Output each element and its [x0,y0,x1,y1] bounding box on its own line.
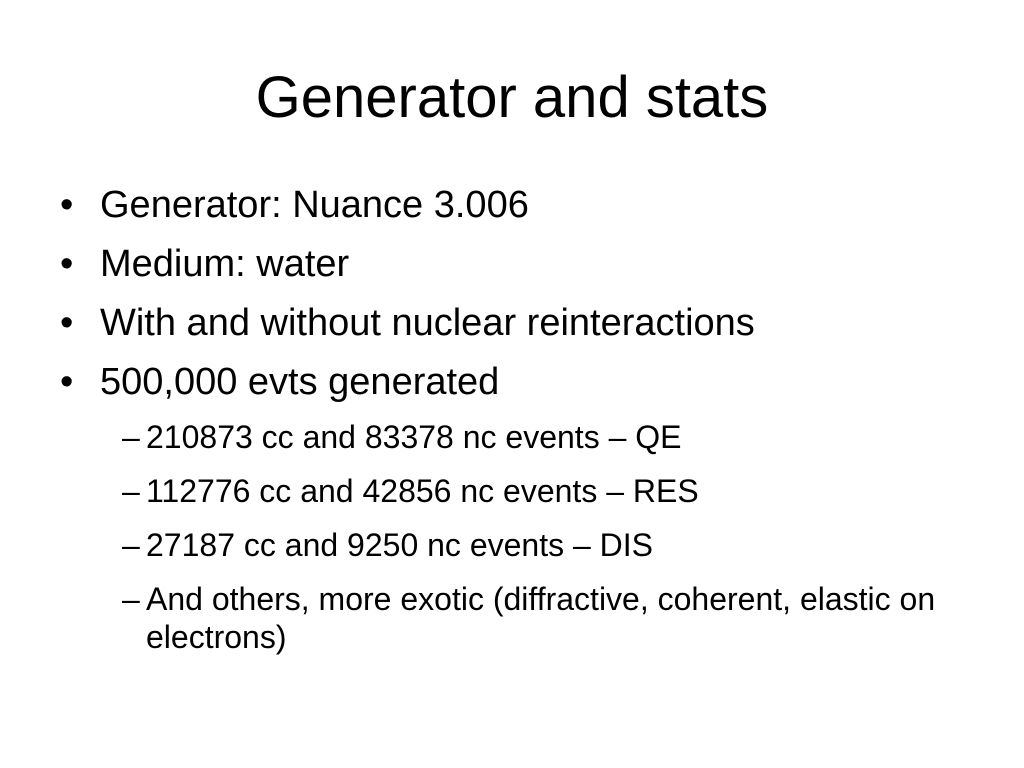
sub-bullet-list [60,418,980,656]
sub-bullet-item [60,580,980,656]
slide-content [60,182,980,672]
bullet-item [60,241,980,287]
bullet-item [60,359,980,405]
bullet-marker: • [60,361,74,403]
bullet-marker: • [60,184,74,226]
sub-bullet-item [60,472,980,510]
bullet-item [60,300,980,346]
sub-bullet-marker: – [122,473,140,509]
bullet-marker: • [60,243,74,285]
sub-bullet-marker: – [122,581,140,617]
bullet-marker: • [60,302,74,344]
bullet-text: Medium: water [100,243,350,285]
slide-title: Generator and stats [255,65,769,130]
bullet-text: 500,000 evts generated [100,361,500,403]
sub-bullet-text: 27187 cc and 9250 nc events – DIS [146,527,654,563]
sub-bullet-marker: – [122,527,140,563]
sub-bullet-text: 112776 cc and 42856 nc events – RES [146,473,699,509]
bullet-item [60,182,980,228]
sub-bullet-item [60,526,980,564]
sub-bullet-text: And others, more exotic (diffractive, coherent, elastic on electrons) [146,581,936,655]
sub-bullet-item [60,418,980,456]
sub-bullet-text: 210873 cc and 83378 nc events – QE [146,419,682,455]
bullet-text: Generator: Nuance 3.006 [100,184,529,226]
bullet-text: With and without nuclear reinteractions [100,302,755,344]
sub-bullet-marker: – [122,419,140,455]
